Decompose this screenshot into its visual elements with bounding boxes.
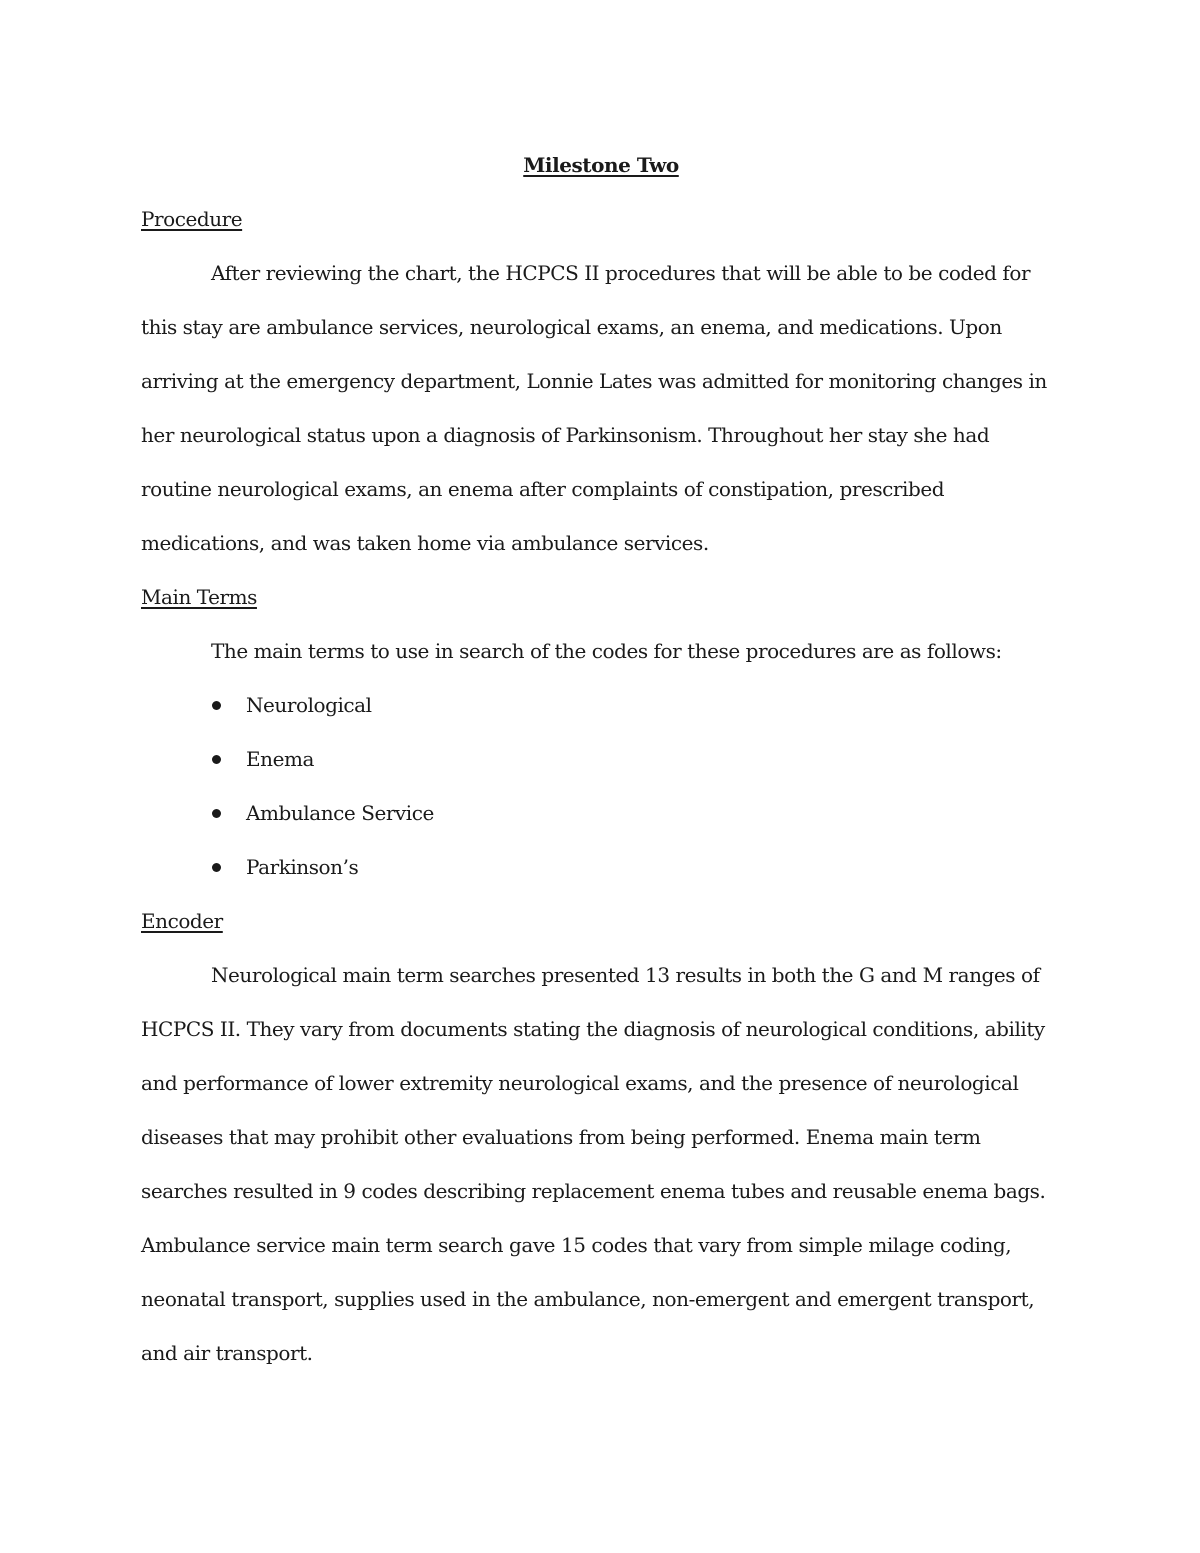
main-terms-heading: Main Terms bbox=[141, 585, 257, 609]
list-item-label: Enema bbox=[246, 747, 314, 771]
list-item-label: Parkinson’s bbox=[246, 855, 359, 879]
document-body bbox=[141, 138, 1061, 1380]
bullet-icon bbox=[212, 863, 221, 872]
procedure-heading: Procedure bbox=[141, 207, 243, 231]
bullet-icon bbox=[212, 701, 221, 710]
procedure-paragraph: After reviewing the chart, the HCPCS II procedures that will be able to be coded for this stay are ambulance services, neurological exams, an enema, and medications. Upon arriving at the emergency department, Lonnie Lates was admitted for monitoring changes in her neurological status upon a diagnosis of Parkinsonism. Throughout her stay she had routine neurological exams, an enema after complaints of constipation, prescribed medications, and was taken home via ambulance services. bbox=[141, 261, 1047, 555]
list-item bbox=[141, 678, 1061, 732]
bullet-icon bbox=[212, 755, 221, 764]
encoder-heading: Encoder bbox=[141, 909, 223, 933]
list-item bbox=[141, 840, 1061, 894]
list-item bbox=[141, 732, 1061, 786]
list-item bbox=[141, 786, 1061, 840]
list-item-label: Neurological bbox=[246, 693, 372, 717]
main-terms-list bbox=[141, 678, 1061, 894]
document-title: Milestone Two bbox=[523, 153, 679, 177]
list-item-label: Ambulance Service bbox=[246, 801, 434, 825]
bullet-icon bbox=[212, 809, 221, 818]
encoder-paragraph: Neurological main term searches presented 13 results in both the G and M ranges of HCPCS II. They vary from documents stating the diagnosis of neurological conditions, ability and performance of lower extremity neurological exams, and the presence of neurological diseases that may prohibit other evaluations from being performed. Enema main term searches resulted in 9 codes describing replacement enema tubes and reusable enema bags. Ambulance service main term search gave 15 codes that vary from simple milage coding, neonatal transport, supplies used in the ambulance, non-emergent and emergent transport, and air transport. bbox=[141, 963, 1046, 1365]
main-terms-intro: The main terms to use in search of the codes for these procedures are as follows: bbox=[211, 639, 1002, 663]
